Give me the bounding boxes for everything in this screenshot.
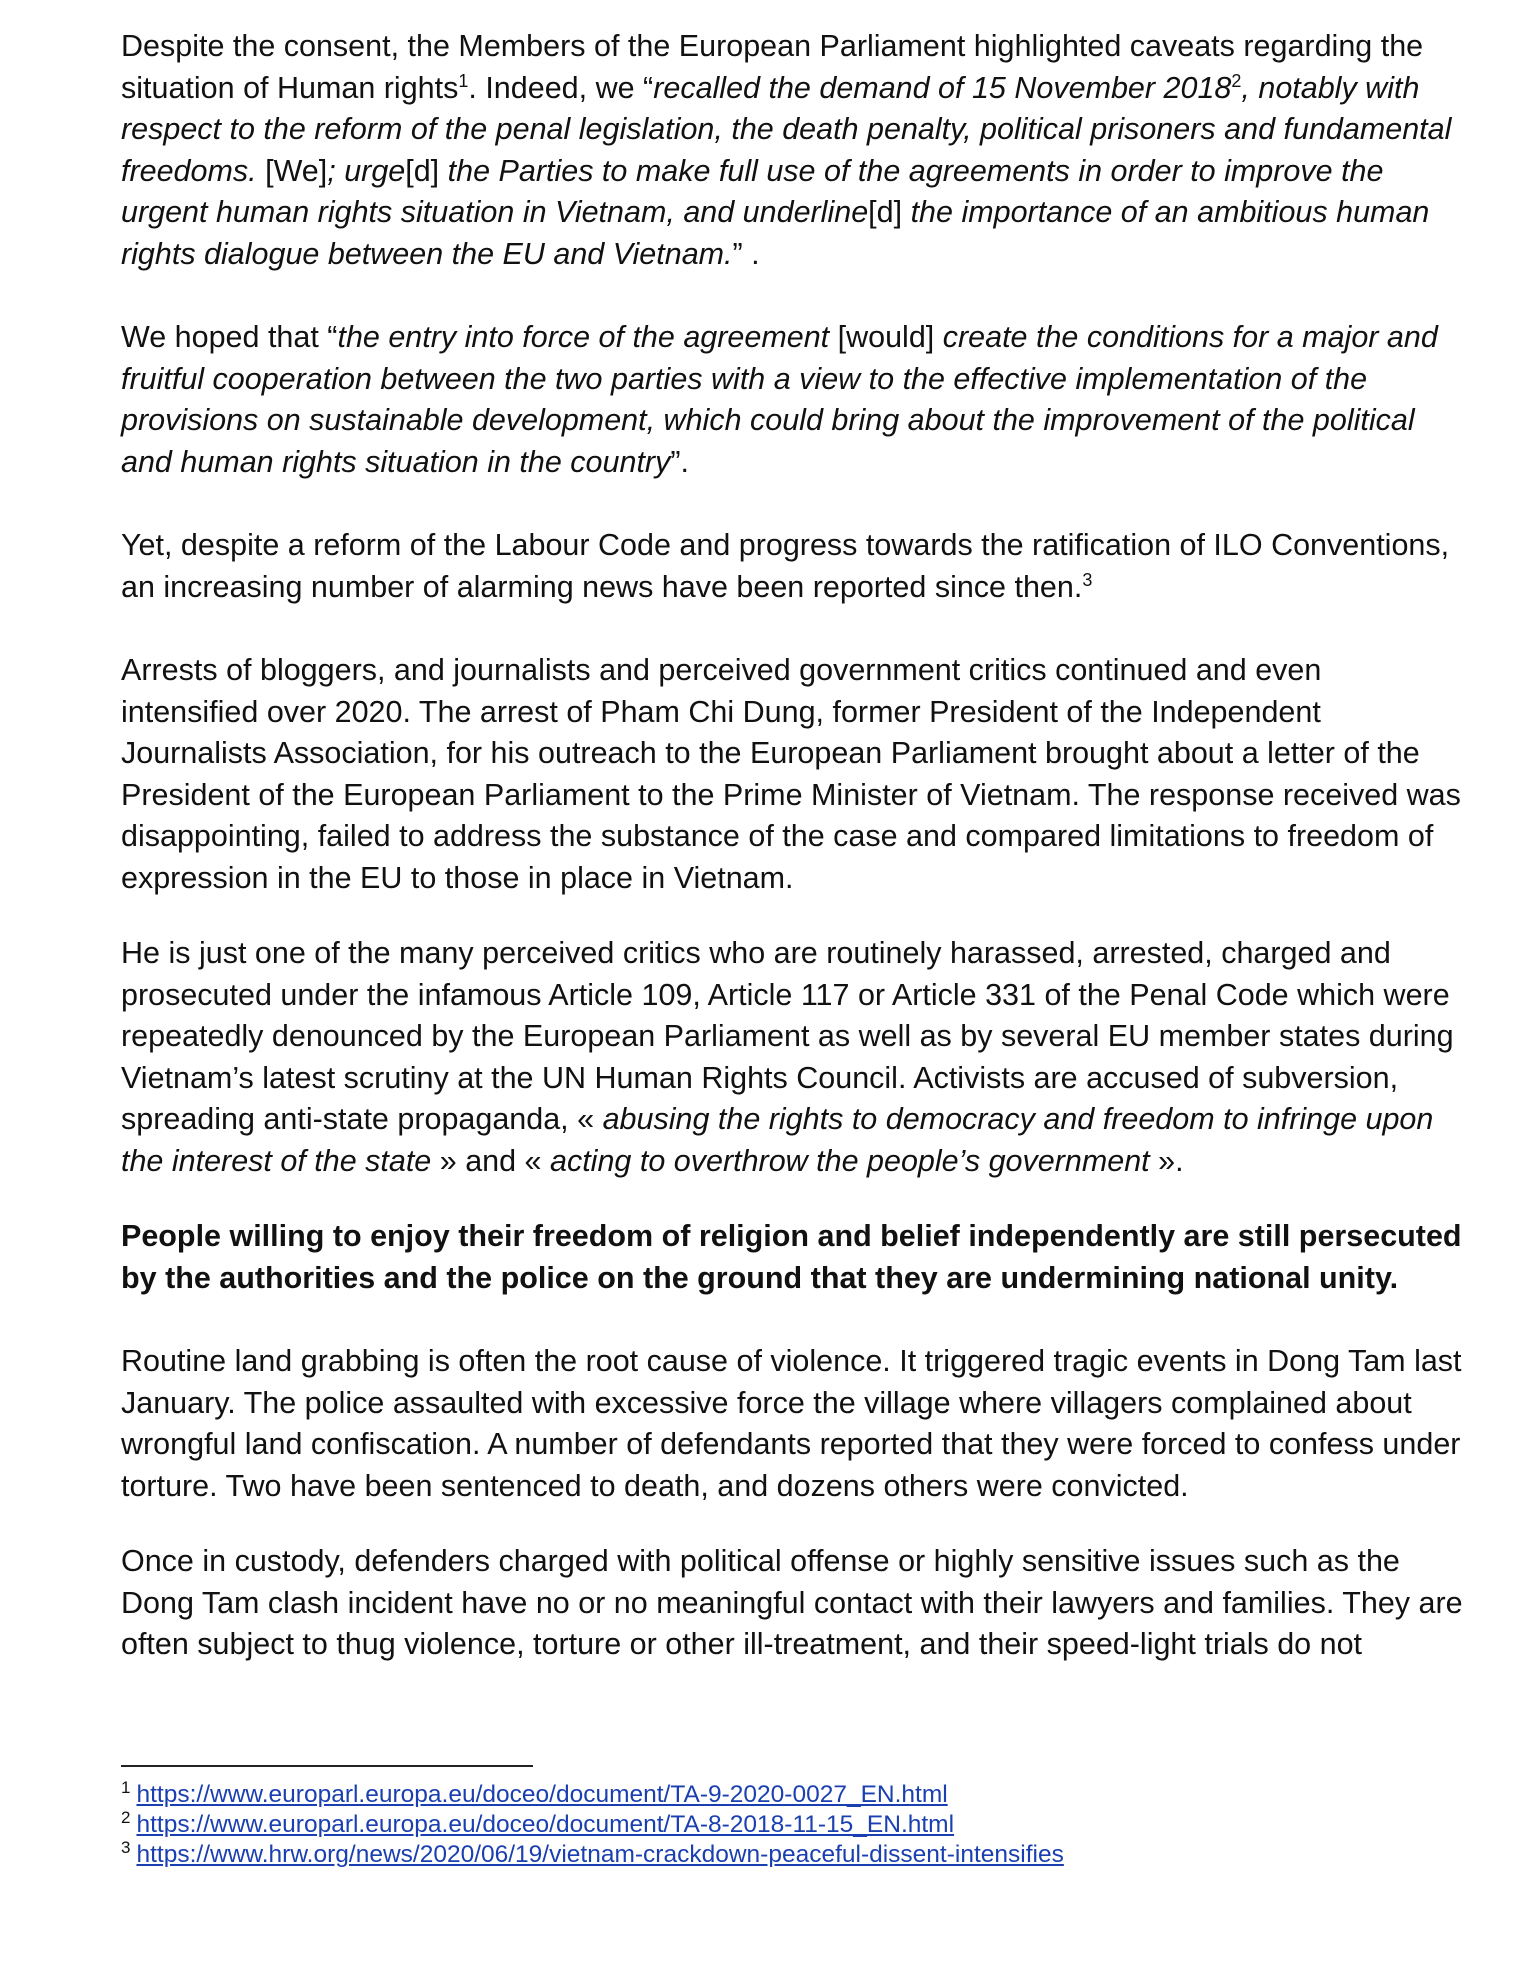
paragraph-religion-bold: People willing to enjoy their freedom of religion and belief independently are still persecuted by the authorities and the police on the ground that they are undermining national unity. xyxy=(121,1219,1462,1295)
paragraph-agreement-hopes xyxy=(121,317,1466,483)
footnote-ref-2[interactable]: 2 xyxy=(1231,70,1242,91)
footnote-link[interactable]: https://www.hrw.org/news/2020/06/19/vietnam-crackdown-peaceful-dissent-intensifies xyxy=(136,1841,1064,1868)
text-run: Yet, despite a reform of the Labour Code and progress towards the ratification of ILO Conventions, an increasing number of alarming news have been reported since then. xyxy=(121,528,1450,604)
paragraph-labour-code xyxy=(121,525,1466,608)
quote-run: acting to overthrow the people’s government xyxy=(550,1143,1150,1178)
footnote-ref-3[interactable]: 3 xyxy=(1082,569,1093,590)
quote-run: the Parties to make full use of the agreements in order to improve the urgent human rights situation in Vietnam, and underline xyxy=(121,153,1384,229)
paragraph-land-grabbing: Routine land grabbing is often the root cause of violence. It triggered tragic events in Dong Tam last January. The police assaulted with excessive force the village where villagers complained about wrongful land confiscation. A number of defendants reported that they were forced to confess under torture. Two have been sentenced to death, and dozens others were convicted. xyxy=(121,1344,1462,1503)
quote-run: recalled the demand of 15 November 2018 xyxy=(653,70,1232,105)
footnote-3 xyxy=(121,1837,1421,1870)
text-run: [d] xyxy=(405,153,440,188)
text-run: . Indeed, we “ xyxy=(468,70,654,105)
footnotes xyxy=(121,1777,1421,1870)
text-run: [We] xyxy=(256,153,328,188)
text-run: ». xyxy=(1149,1143,1184,1178)
quote-run: abusing the rights to democracy and freedom to infringe upon the interest of the state xyxy=(121,1102,1434,1178)
quote-run: the importance of an ambitious human rights dialogue between the EU and Vietnam. xyxy=(121,195,1430,271)
text-run: Despite the consent, the Members of the European Parliament highlighted caveats regarding the situation of Human rights xyxy=(121,29,1424,105)
footnote-2 xyxy=(121,1807,1421,1840)
paragraph-eu-parliament-caveats xyxy=(121,26,1466,275)
footnote-number: 1 xyxy=(121,1777,131,1797)
paragraph-penal-code xyxy=(121,933,1466,1182)
document-body xyxy=(121,26,1466,1666)
quote-run: ; urge xyxy=(327,153,406,188)
paragraph-arrests: Arrests of bloggers, and journalists and perceived government critics continued and even intensified over 2020. The arrest of Pham Chi Dung, former President of the Independent Journalists Association, for his outreach to the European Parliament brought about a letter of the President of the European Parliament to the Prime Minister of Vietnam. The response received was disappointing, failed to address the substance of the case and compared limitations to freedom of expression in the EU to those in place in Vietnam. xyxy=(121,653,1461,895)
footnote-1 xyxy=(121,1777,1421,1810)
footnote-number: 3 xyxy=(121,1837,131,1857)
text-run: [d] xyxy=(868,195,903,229)
footnote-divider xyxy=(121,1765,533,1767)
quote-run: create the conditions for a major and fruitful cooperation between the two parties with a view to the effective implementation of the provisions on sustainable development, which could bring about the improvement of the political and human rights situation in the country xyxy=(121,320,1438,479)
text-run: He is just one of the many perceived critics who are routinely harassed, arrested, charged and prosecuted under the infamous Article 109, Article 117 or Article 331 of the Penal Code which were repeatedly denounced by the European Parliament as well as by several EU member states during Vietnam’s latest scrutiny at the UN Human Rights Council. Activists are accused of subversion, spreading anti-state propaganda, « xyxy=(121,936,1454,1136)
text-run: [would] xyxy=(829,320,943,354)
quote-run: , notably with respect to the reform of the penal legislation, the death penalty, political prisoners and fundamental freedoms. xyxy=(121,70,1452,188)
footnote-number: 2 xyxy=(121,1807,131,1827)
footnote-link[interactable]: https://www.europarl.europa.eu/doceo/document/TA-9-2020-0027_EN.html xyxy=(136,1781,948,1808)
text-run: ” . xyxy=(732,236,760,271)
paragraph-custody: Once in custody, defenders charged with political offense or highly sensitive issues such as the Dong Tam clash incident have no or no meaningful contact with their lawyers and families. They are often subject to thug violence, torture or other ill-treatment, and their speed-light trials do not xyxy=(121,1544,1463,1661)
quote-run: the entry into force of the agreement xyxy=(337,320,830,354)
text-run: We hoped that “ xyxy=(121,320,338,354)
footnote-ref-1[interactable]: 1 xyxy=(458,70,469,91)
footnote-link[interactable]: https://www.europarl.europa.eu/doceo/document/TA-8-2018-11-15_EN.html xyxy=(136,1811,955,1838)
text-run: ”. xyxy=(670,444,689,479)
text-run: » and « xyxy=(431,1143,550,1178)
